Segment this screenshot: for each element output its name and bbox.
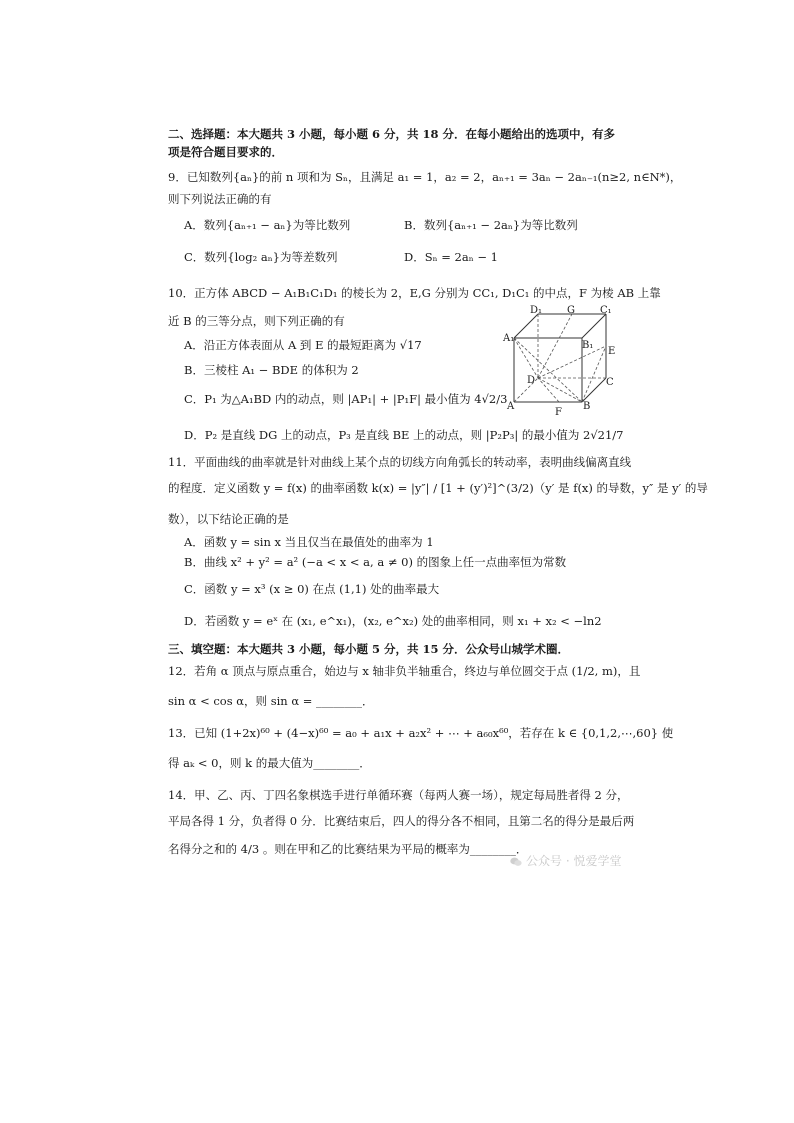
q10-option-a: A．沿正方体表面从 A 到 E 的最短距离为 √17 — [184, 338, 422, 352]
cube-label-a: A — [507, 401, 515, 412]
q9-stem-line2: 则下列说法正确的有 — [168, 192, 272, 206]
watermark-text: 公众号 · 悦爱学堂 — [526, 854, 622, 868]
cube-label-b: B — [583, 401, 591, 412]
q11-option-a: A．函数 y = sin x 当且仅当在最值处的曲率为 1 — [184, 535, 434, 549]
cube-label-b1: B₁ — [582, 340, 594, 351]
q14-line2: 平局各得 1 分，负者得 0 分．比赛结束后，四人的得分各不相同，且第二名的得分是最后两 — [168, 814, 635, 828]
q9-option-b: B．数列{aₙ₊₁ − 2aₙ}为等比数列 — [404, 218, 578, 232]
section3-heading: 三、填空题：本大题共 3 小题，每小题 5 分，共 15 分．公众号山城学术圈． — [168, 642, 570, 656]
cube-label-d: D — [527, 375, 536, 386]
q13-line1: 13．已知 (1+2x)⁶⁰ + (4−x)⁶⁰ = a₀ + a₁x + a₂x² + ⋯ + a₆₀x⁶⁰，若存在 k ∈ {0,1,2,⋯,60} 使 — [168, 726, 674, 740]
q12-line1: 12．若角 α 顶点与原点重合，始边与 x 轴非负半轴重合，终边与单位圆交于点 (1/2, m)，且 — [168, 664, 641, 678]
cube-label-g: G — [567, 305, 575, 316]
q9-option-d: D．Sₙ = 2aₙ − 1 — [404, 250, 498, 264]
wechat-icon — [510, 857, 522, 867]
section2-heading-line2: 项是符合题目要求的． — [168, 145, 283, 159]
q10-option-b: B．三棱柱 A₁ − BDE 的体积为 2 — [184, 363, 359, 377]
cube-label-a1: A₁ — [503, 333, 515, 344]
q9-option-a: A．数列{aₙ₊₁ − aₙ}为等比数列 — [184, 218, 351, 232]
q9-option-c: C．数列{log₂ aₙ}为等差数列 — [184, 250, 338, 264]
q11-option-b: B．曲线 x² + y² = a² (−a < x < a, a ≠ 0) 的图象上任一点曲率恒为常数 — [184, 555, 567, 569]
q14-line3: 名得分之和的 4/3 。则在甲和乙的比赛结果为平局的概率为________． — [168, 842, 528, 856]
cube-label-c: C — [606, 377, 614, 388]
q11-stem-line2: 的程度．定义函数 y = f(x) 的曲率函数 k(x) = |y″| / [1 + (y′)²]^(3/2)（y′ 是 f(x) 的导数，y″ 是 y′ 的导 — [168, 481, 708, 495]
q11-stem-line3: 数），以下结论正确的是 — [168, 512, 289, 526]
cube-label-c1: C₁ — [600, 305, 612, 316]
q10-stem-line2: 近 B 的三等分点，则下列正确的有 — [168, 314, 345, 328]
q11-stem-line1: 11．平面曲线的曲率就是针对曲线上某个点的切线方向角弧长的转动率，表明曲线偏离直线 — [168, 455, 632, 469]
cube-label-f: F — [555, 407, 562, 418]
q9-stem-line1: 9．已知数列{aₙ}的前 n 项和为 Sₙ，且满足 a₁ = 1，a₂ = 2，aₙ₊₁ = 3aₙ − 2aₙ₋₁(n≥2, n∈N*)， — [168, 170, 682, 184]
cube-label-e: E — [608, 346, 616, 357]
watermark — [510, 852, 621, 869]
q10-stem-line1: 10．正方体 ABCD − A₁B₁C₁D₁ 的棱长为 2，E,G 分别为 CC₁, D₁C₁ 的中点，F 为棱 AB 上靠 — [168, 286, 661, 300]
q14-line1: 14．甲、乙、丙、丁四名象棋选手进行单循环赛（每两人赛一场），规定每局胜者得 2 分， — [168, 788, 629, 802]
cube-label-d1: D₁ — [530, 305, 543, 316]
q10-option-d: D．P₂ 是直线 DG 上的动点，P₃ 是直线 BE 上的动点，则 |P₂P₃| 的最小值为 2√21/7 — [184, 428, 624, 442]
q10-option-c: C．P₁ 为△A₁BD 内的动点，则 |AP₁| + |P₁F| 最小值为 4√2/3 — [184, 392, 508, 406]
q12-line2: sin α < cos α，则 sin α = ________． — [168, 694, 374, 708]
section2-heading-line1: 二、选择题：本大题共 3 小题，每小题 6 分，共 18 分．在每小题给出的选项中，有多 — [168, 127, 616, 141]
q11-option-c: C．函数 y = x³ (x ≥ 0) 在点 (1,1) 处的曲率最大 — [184, 582, 440, 596]
q11-option-d: D．若函数 y = eˣ 在 (x₁, e^x₁)，(x₂, e^x₂) 处的曲率相同，则 x₁ + x₂ < −ln2 — [184, 614, 602, 628]
q13-line2: 得 aₖ < 0，则 k 的最大值为________． — [168, 756, 371, 770]
